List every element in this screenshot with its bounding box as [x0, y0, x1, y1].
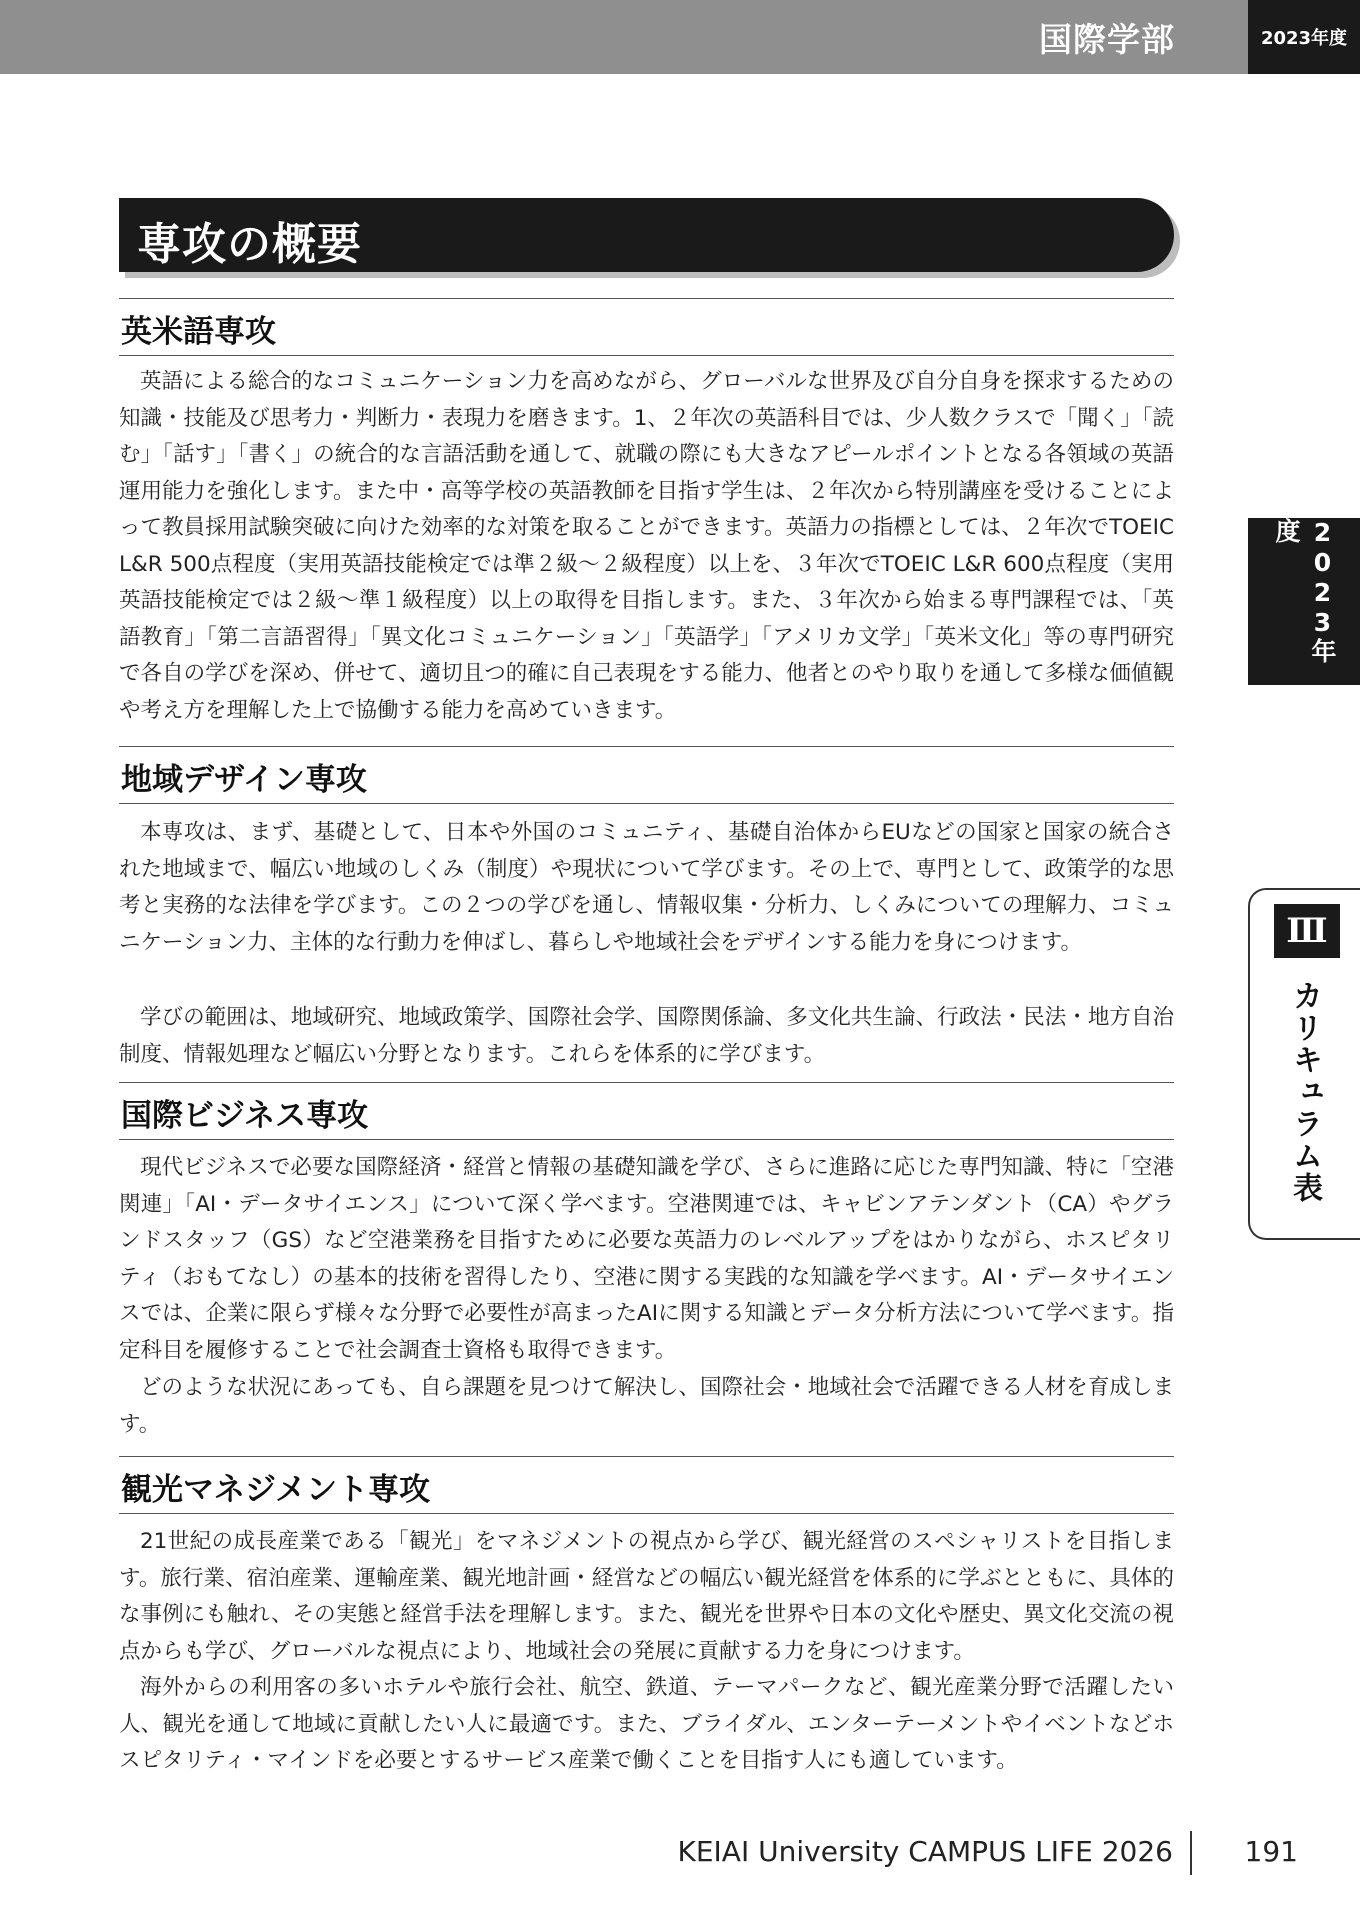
page-title: 専攻の概要: [137, 219, 362, 270]
chapter-number: Ⅲ: [1274, 904, 1340, 958]
chapter-label: カリキュラム表: [1287, 980, 1322, 1204]
section-title: 観光マネジメント専攻: [121, 1472, 431, 1508]
top-header-bar: [0, 0, 1360, 74]
section-heading-english: [119, 298, 1174, 356]
page-title-banner: [119, 198, 1174, 272]
section-title: 国際ビジネス専攻: [121, 1098, 369, 1134]
section-paragraph: 本専攻は、まず、基礎として、日本や外国のコミュニティ、基礎自治体からEUなどの国家と国家の統合された地域まで、幅広い地域のしくみ（制度）や現状について学びます。その上で、専門として、政策学的な思考と実務的な法律を学びます。この２つの学びを通し、情報収集・分析力、しくみについての理解力、コミュニケーション力、主体的な行動力を伸ばし、暮らしや地域社会をデザインする能力を身につけます。: [119, 820, 1174, 955]
footer-divider: [1190, 1831, 1192, 1875]
page-footer: [660, 1835, 1300, 1875]
section-title: 英米語専攻: [121, 314, 276, 350]
publication-name: KEIAI University CAMPUS LIFE 2026: [677, 1835, 1173, 1868]
page-number: 191: [1244, 1835, 1298, 1868]
department-title: 国際学部: [1039, 20, 1175, 59]
section-heading-intl-business: [119, 1082, 1174, 1140]
section-paragraph: どのような状況にあっても、自ら課題を見つけて解決し、国際社会・地域社会で活躍できる人材を育成します。: [119, 1375, 1174, 1437]
side-year-tab: 2023年度: [1248, 518, 1360, 685]
year-badge: 2023年度: [1248, 0, 1360, 74]
section-heading-tourism: [119, 1456, 1174, 1514]
chapter-tab: [1248, 888, 1360, 1240]
section-paragraph: 英語による総合的なコミュニケーション力を高めながら、グローバルな世界及び自分自身を探求するための知識・技能及び思考力・判断力・表現力を磨きます。1、２年次の英語科目では、少人数クラスで「聞く」「読む」「話す」「書く」の統合的な言語活動を通して、就職の際にも大きなアピールポイントとなる各領域の英語運用能力を強化します。また中・高等学校の英語教師を目指す学生は、２年次から特別講座を受けることによって教員採用試験突破に向けた効率的な対策を取ることができます。英語力の指標としては、２年次でTOEIC L&R 500点程度（実用英語技能検定では準２級～２級程度）以上を、３年次でTOEIC L&R 600点程度（実用英語技能検定では２級～準１級程度）以上の取得を目指します。また、３年次から始まる専門課程では、「英語教育」「第二言語習得」「異文化コミュニケーション」「英語学」「アメリカ文学」「英米文化」等の専門研究で各自の学びを深め、併せて、適切且つ的確に自己表現をする能力、他者とのやり取りを通して多様な価値観や考え方を理解した上で協働する能力を高めていきます。: [119, 369, 1174, 723]
section-heading-regional-design: [119, 746, 1174, 804]
section-title: 地域デザイン専攻: [121, 762, 367, 798]
section-paragraph: 現代ビジネスで必要な国際経済・経営と情報の基礎知識を学び、さらに進路に応じた専門知識、特に「空港関連」「AI・データサイエンス」について深く学べます。空港関連では、キャビンアテンダント（CA）やグランドスタッフ（GS）など空港業務を目指すために必要な英語力のレベルアップをはかりながら、ホスピタリティ（おもてなし）の基本的技術を習得したり、空港に関する実践的な知識を学べます。AI・データサイエンスでは、企業に限らず様々な分野で必要性が高まったAIに関する知識とデータ分析方法について学べます。指定科目を履修することで社会調査士資格も取得できます。: [119, 1155, 1174, 1363]
section-paragraph: 21世紀の成長産業である「観光」をマネジメントの視点から学び、観光経営のスペシャリストを目指します。旅行業、宿泊産業、運輸産業、観光地計画・経営などの幅広い観光経営を体系的に学ぶとともに、具体的な事例にも触れ、その実態と経営手法を理解します。また、観光を世界や日本の文化や歴史、異文化交流の視点からも学び、グローバルな視点により、地域社会の発展に貢献する力を身につけます。: [119, 1529, 1174, 1664]
section-paragraph: 学びの範囲は、地域研究、地域政策学、国際社会学、国際関係論、多文化共生論、行政法・民法・地方自治制度、情報処理など幅広い分野となります。これらを体系的に学びます。: [119, 1005, 1174, 1067]
section-paragraph: 海外からの利用客の多いホテルや旅行会社、航空、鉄道、テーマパークなど、観光産業分野で活躍したい人、観光を通して地域に貢献したい人に最適です。また、ブライダル、エンターテーメントやイベントなどホスピタリティ・マインドを必要とするサービス産業で働くことを目指す人にも適しています。: [119, 1675, 1174, 1773]
